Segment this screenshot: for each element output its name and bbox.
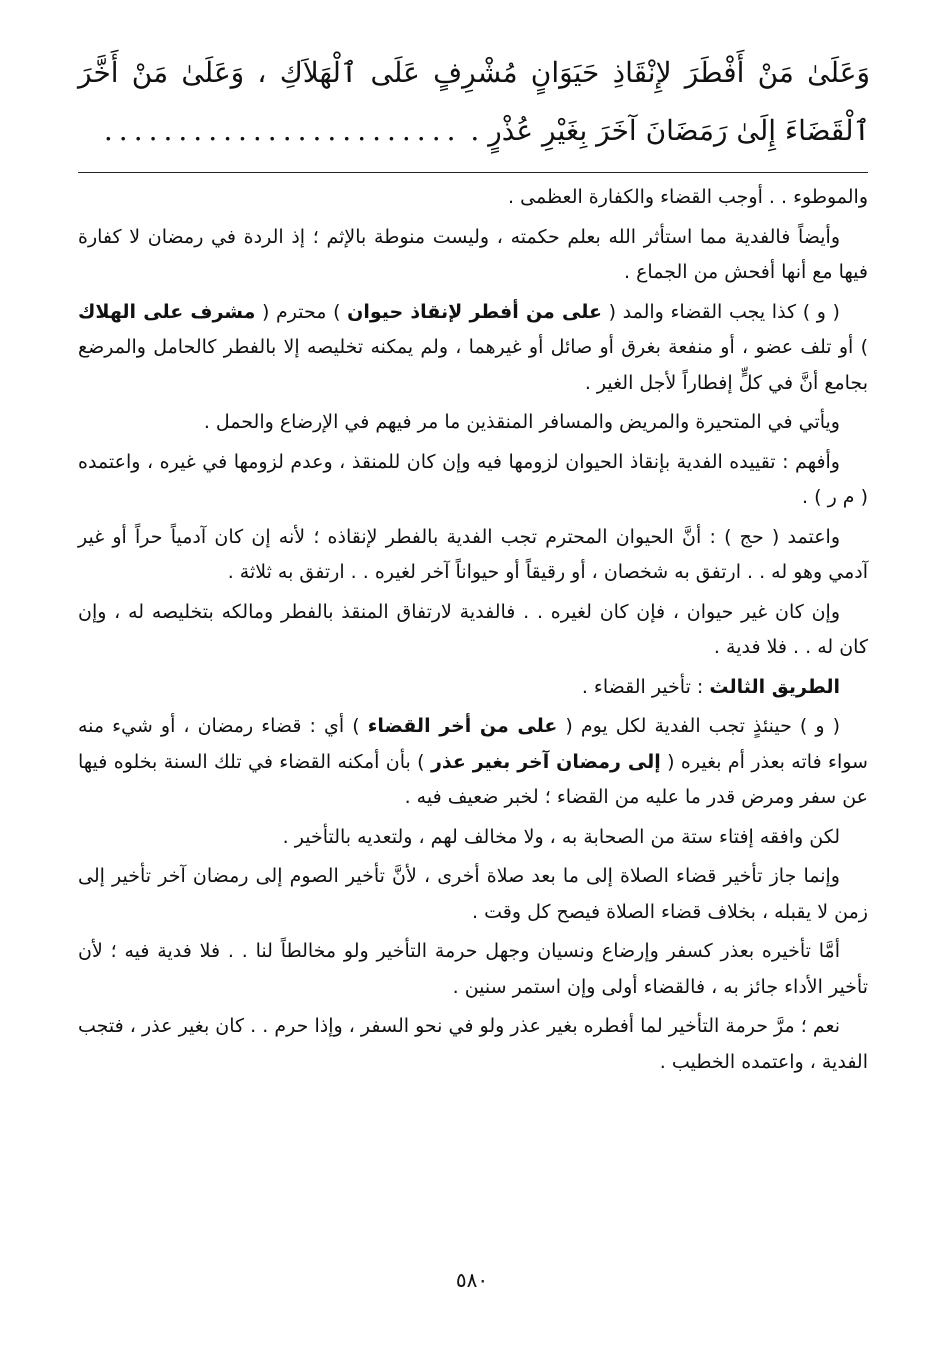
paragraph-3 — [78, 295, 868, 402]
p3-text-e: ) أو تلف عضو ، أو منفعة بغرق أو صائل أو غيرهما ، ولم يمكنه تخليصه إلا بالفطر كالحامل والمرضع بجامع أنَّ في كلٍّ إفطاراً لأجل الغير . — [78, 336, 868, 394]
section-heading-rest: : تأخير القضاء . — [581, 675, 704, 698]
matn-text: وَعَلَىٰ مَنْ أَفْطَرَ لإِنْقَاذِ حَيَوَانٍ مُشْرِفٍ عَلَى ٱلْهَلاَكِ ، وَعَلَىٰ مَنْ أَخَّرَ ٱلْقَضَاءَ إِلَىٰ رَمَضَانَ آخَرَ بِغَيْرِ عُذْرٍ . — [78, 56, 870, 147]
paragraph-11: وإنما جاز تأخير قضاء الصلاة إلى ما بعد صلاة أخرى ، لأنَّ تأخير الصوم إلى رمضان آخر تأخير إلى زمن لا يقبله ، بخلاف قضاء الصلاة فيصح كل وقت . — [78, 865, 868, 923]
p9-text-c: ) أي : قضاء رمضان ، أو شيء منه سواء فاته بعذر أم بغيره ( — [78, 715, 868, 773]
main-text-matn — [78, 44, 870, 160]
paragraph-8 — [78, 670, 868, 706]
p9-text-a: ( و ) حينئذٍ تجب الفدية لكل يوم ( — [565, 715, 840, 737]
paragraph-2: وأيضاً فالفدية مما استأثر الله بعلم حكمته ، وليست منوطة بالإثم ؛ إذ الردة في رمضان لا كفارة فيها مع أنها أفحش من الجماع . — [78, 225, 868, 283]
separator-line — [78, 172, 868, 173]
page-number: ٥٨٠ — [455, 1268, 489, 1292]
paragraph-12: أمَّا تأخيره بعذر كسفر وإرضاع ونسيان وجهل حرمة التأخير ولو مخالطاً لنا . . فلا فدية فيه ؛ لأن تأخير الأداء جائز به ، فالقضاء أولى وإن استمر سنين . — [78, 940, 868, 998]
paragraph-6: واعتمد ( حج ) : أنَّ الحيوان المحترم تجب الفدية بالفطر لإنقاذه ؛ لأنه إن كان آدمياً حراً أو غير آدمي وهو له . . ارتفق به شخصان ، أو رقيقاً أو حيواناً آخر لغيره . . ارتفق به ثلاثة . — [78, 525, 868, 583]
paragraph-9 — [78, 709, 868, 816]
paragraph-10: لكن وافقه إفتاء ستة من الصحابة به ، ولا مخالف لهم ، ولتعديه بالتأخير . — [282, 825, 840, 848]
paragraph-1: والموطوء . . أوجب القضاء والكفارة العظمى . — [508, 186, 868, 208]
p9-text-e: ) بأن أمكنه القضاء في تلك السنة بخلوه فيها عن سفر ومرض قدر ما عليه من القضاء ؛ لخبر ضعيف فيه . — [78, 750, 868, 808]
paragraph-13: نعم ؛ مرَّ حرمة التأخير لما أفطره بغير عذر ولو في نحو السفر ، وإذا حرم . . كان بغير عذر ، فتجب الفدية ، واعتمده الخطيب . — [78, 1015, 868, 1073]
p9-quote-1: على من أخر القضاء — [367, 715, 558, 737]
p3-quote-2: مشرف على الهلاك — [78, 300, 256, 323]
paragraph-7: وإن كان غير حيوان ، فإن كان لغيره . . فالفدية لارتفاق المنقذ بالفطر ومالكه بتخليصه له ، وإن كان له . . فلا فدية . — [78, 600, 868, 658]
p3-text-c: ) محترم ( — [262, 300, 341, 323]
commentary-sharh — [78, 180, 868, 1084]
p3-quote-1: على من أفطر لإنقاذ حيوان — [347, 300, 602, 323]
p9-quote-2: إلى رمضان آخر بغير عذر — [430, 750, 661, 773]
p3-text-a: ( و ) كذا يجب القضاء والمد ( — [608, 300, 840, 323]
section-heading: الطريق الثالث — [709, 675, 840, 698]
matn-dots: ........................ — [103, 114, 462, 147]
paragraph-4: ويأتي في المتحيرة والمريض والمسافر المنقذين ما مر فيهم في الإرضاع والحمل . — [203, 411, 840, 433]
paragraph-5: وأفهم : تقييده الفدية بإنقاذ الحيوان لزومها فيه وإن كان للمنقذ ، وعدم لزومها في غيره ، واعتمده ( م ر ) . — [78, 450, 868, 508]
